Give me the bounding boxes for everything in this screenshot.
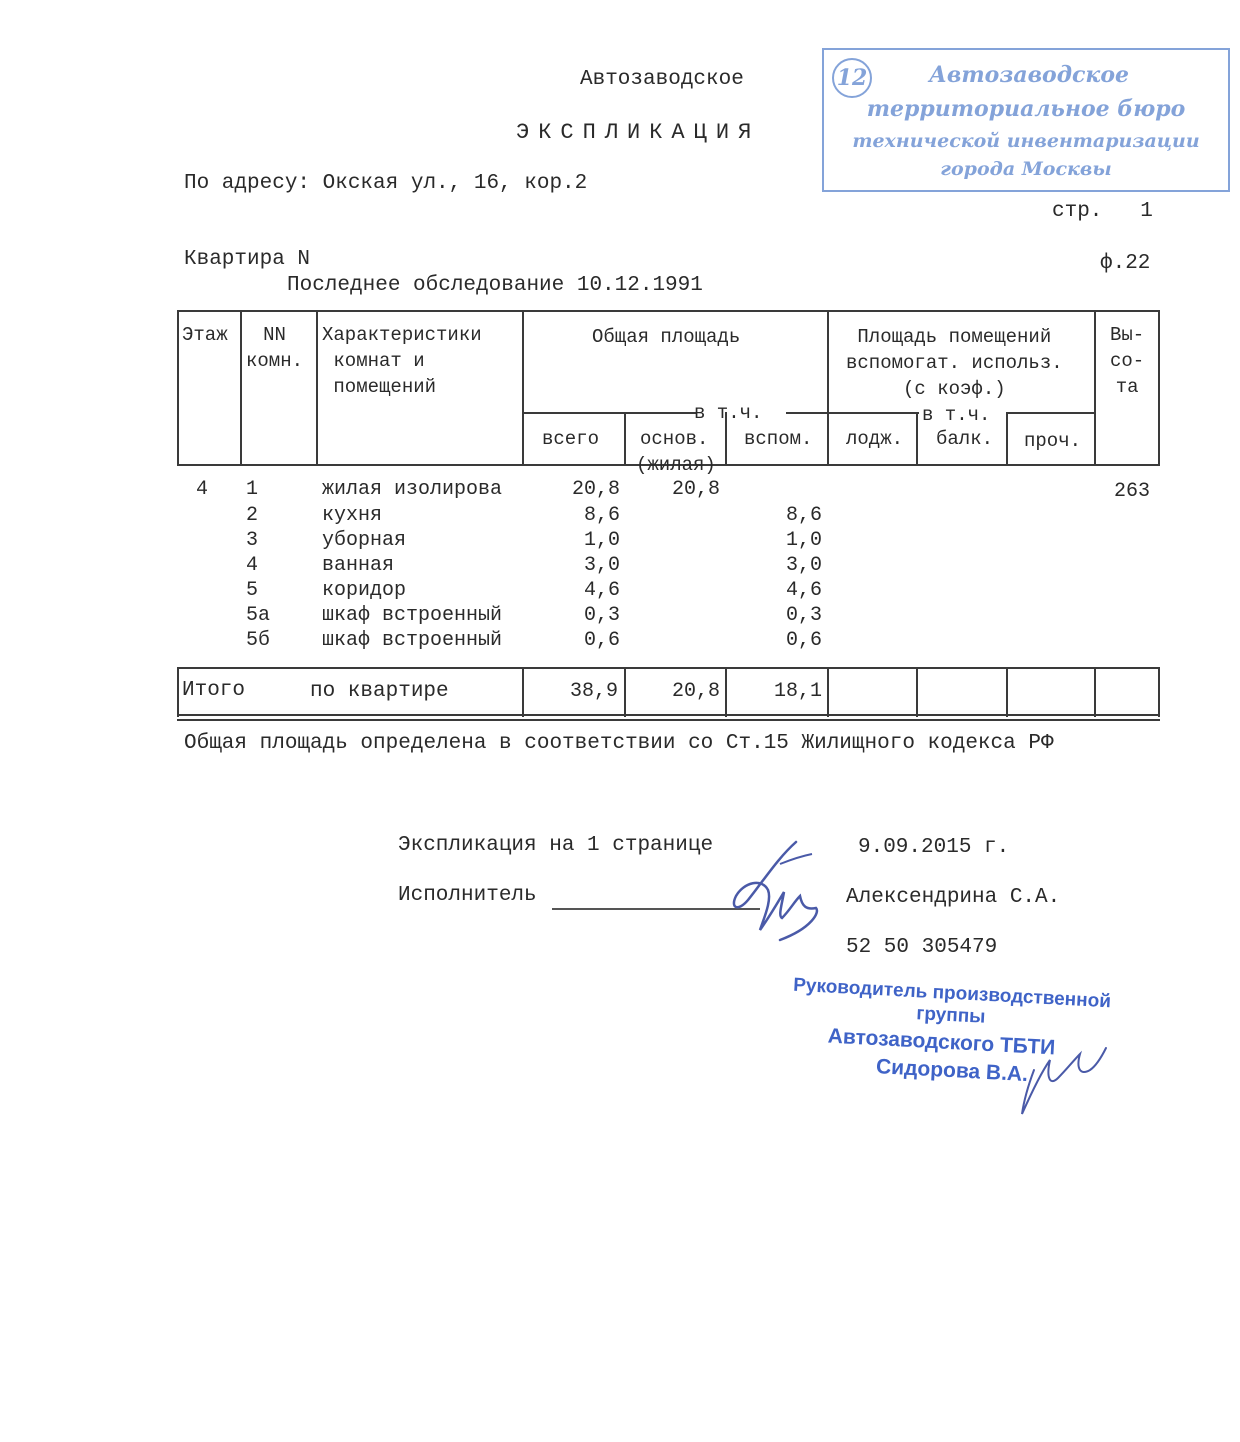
apartment-label: Квартира N bbox=[184, 248, 311, 271]
col-divider bbox=[916, 412, 918, 466]
cell-room: 5а bbox=[246, 604, 271, 627]
totals-double-border bbox=[177, 719, 1160, 721]
cell-room: 3 bbox=[246, 529, 259, 552]
totals-total: 38,9 bbox=[569, 680, 618, 703]
header-characteristics: Характеристики комнат и помещений bbox=[322, 324, 482, 398]
page-number: стр. 1 bbox=[1052, 200, 1153, 223]
col-divider bbox=[1006, 667, 1008, 717]
cell-total: 3,0 bbox=[583, 554, 620, 577]
totals-main: 20,8 bbox=[671, 680, 720, 703]
totals-label-2: по квартире bbox=[310, 680, 449, 703]
head-stamp-line-2: Автозаводского ТБТИ bbox=[827, 1024, 1056, 1060]
header-total: всего bbox=[542, 428, 600, 450]
cell-total: 20,8 bbox=[571, 478, 620, 501]
stamp-line-4: города Москвы bbox=[940, 158, 1112, 180]
subheader-line bbox=[786, 412, 828, 414]
totals-top-border bbox=[177, 667, 1160, 669]
cell-name: жилая изолирова bbox=[322, 478, 503, 501]
stamp-line-2: территориальное бюро bbox=[866, 96, 1186, 122]
cell-name: коридор bbox=[322, 579, 407, 602]
totals-bottom-border bbox=[177, 714, 1160, 716]
cell-room: 4 bbox=[246, 554, 259, 577]
cell-name: уборная bbox=[322, 529, 407, 552]
header-incl: в т.ч. bbox=[694, 402, 763, 424]
cell-aux: 8,6 bbox=[785, 504, 822, 527]
col-divider bbox=[240, 310, 242, 466]
cell-room: 1 bbox=[246, 478, 259, 501]
header-incl-2: в т.ч. bbox=[922, 404, 991, 426]
stamp-line-3: технической инвентаризации bbox=[852, 130, 1200, 152]
col-divider bbox=[624, 412, 626, 466]
cell-room: 5б bbox=[246, 629, 271, 652]
header-floor: Этаж bbox=[182, 324, 228, 346]
col-divider bbox=[827, 667, 829, 717]
page-count: Экспликация на 1 странице bbox=[398, 834, 714, 857]
stamp-line-1: Автозаводское bbox=[929, 62, 1129, 88]
cell-name: кухня bbox=[322, 504, 383, 527]
cell-name: ванная bbox=[322, 554, 395, 577]
cell-total: 0,3 bbox=[583, 604, 620, 627]
col-divider bbox=[522, 310, 524, 466]
cell-aux: 3,0 bbox=[785, 554, 822, 577]
col-divider bbox=[624, 667, 626, 717]
col-divider bbox=[316, 310, 318, 466]
header-living: (жилая) bbox=[636, 454, 716, 476]
executor-name: Алексендрина С.А. bbox=[846, 886, 1061, 909]
cell-aux: 4,6 bbox=[785, 579, 822, 602]
col-divider bbox=[1094, 310, 1096, 466]
head-stamp-line-1: Руководитель производственной группы bbox=[792, 974, 1112, 1028]
header-loggia: лодж. bbox=[846, 428, 904, 450]
cell-name: шкаф встроенный bbox=[322, 604, 503, 627]
cell-main: 20,8 bbox=[671, 478, 720, 501]
subheader-line bbox=[1006, 412, 1096, 414]
header-aux: вспом. bbox=[744, 428, 813, 450]
col-divider bbox=[827, 310, 829, 466]
col-divider bbox=[177, 667, 179, 717]
head-stamp-line-3: Сидорова В.А. bbox=[875, 1055, 1029, 1087]
cell-aux: 0,3 bbox=[785, 604, 822, 627]
subheader-line bbox=[827, 412, 919, 414]
header-aux-area: Площадь помещений вспомогат. использ. (с коэф.) bbox=[846, 326, 1063, 400]
col-divider bbox=[725, 667, 727, 717]
legal-note: Общая площадь определена в соответствии со Ст.15 Жилищного кодекса РФ bbox=[184, 732, 1054, 755]
header-total-area: Общая площадь bbox=[592, 326, 741, 348]
cell-height: 263 bbox=[1114, 480, 1151, 503]
totals-aux: 18,1 bbox=[773, 680, 822, 703]
stamp-number: 12 bbox=[832, 58, 872, 98]
phone-number: 52 50 305479 bbox=[846, 936, 998, 959]
executor-label: Исполнитель bbox=[398, 884, 537, 907]
office-name: Автозаводское bbox=[580, 68, 744, 91]
col-divider bbox=[522, 667, 524, 717]
cell-total: 0,6 bbox=[583, 629, 620, 652]
document-title: ЭКСПЛИКАЦИЯ bbox=[516, 120, 761, 145]
last-survey: Последнее обследование 10.12.1991 bbox=[287, 274, 703, 297]
header-balcony: балк. bbox=[936, 428, 994, 450]
col-divider bbox=[1158, 667, 1160, 717]
header-height: Вы- со- та bbox=[1110, 324, 1145, 398]
cell-aux: 0,6 bbox=[785, 629, 822, 652]
issue-date: 9.09.2015 г. bbox=[858, 836, 1010, 859]
cell-aux: 1,0 bbox=[785, 529, 822, 552]
col-divider bbox=[1094, 667, 1096, 717]
col-divider bbox=[916, 667, 918, 717]
executor-signature bbox=[720, 836, 830, 946]
subheader-line bbox=[522, 412, 696, 414]
table-left-border bbox=[177, 310, 179, 466]
bti-stamp bbox=[822, 48, 1230, 192]
address: По адресу: Окская ул., 16, кор.2 bbox=[184, 172, 588, 195]
table-top-border bbox=[177, 310, 1160, 312]
cell-total: 4,6 bbox=[583, 579, 620, 602]
head-signature bbox=[1010, 1030, 1110, 1120]
cell-total: 8,6 bbox=[583, 504, 620, 527]
cell-room: 5 bbox=[246, 579, 259, 602]
totals-label: Итого bbox=[182, 679, 246, 702]
cell-name: шкаф встроенный bbox=[322, 629, 503, 652]
cell-room: 2 bbox=[246, 504, 259, 527]
table-right-border bbox=[1158, 310, 1160, 466]
col-divider bbox=[1006, 412, 1008, 466]
header-room-no: NN комн. bbox=[246, 324, 304, 372]
cell-floor: 4 bbox=[196, 478, 209, 501]
header-main: основ. bbox=[640, 428, 709, 450]
form-number: ф.22 bbox=[1100, 252, 1151, 275]
header-other: проч. bbox=[1024, 430, 1082, 452]
cell-total: 1,0 bbox=[583, 529, 620, 552]
